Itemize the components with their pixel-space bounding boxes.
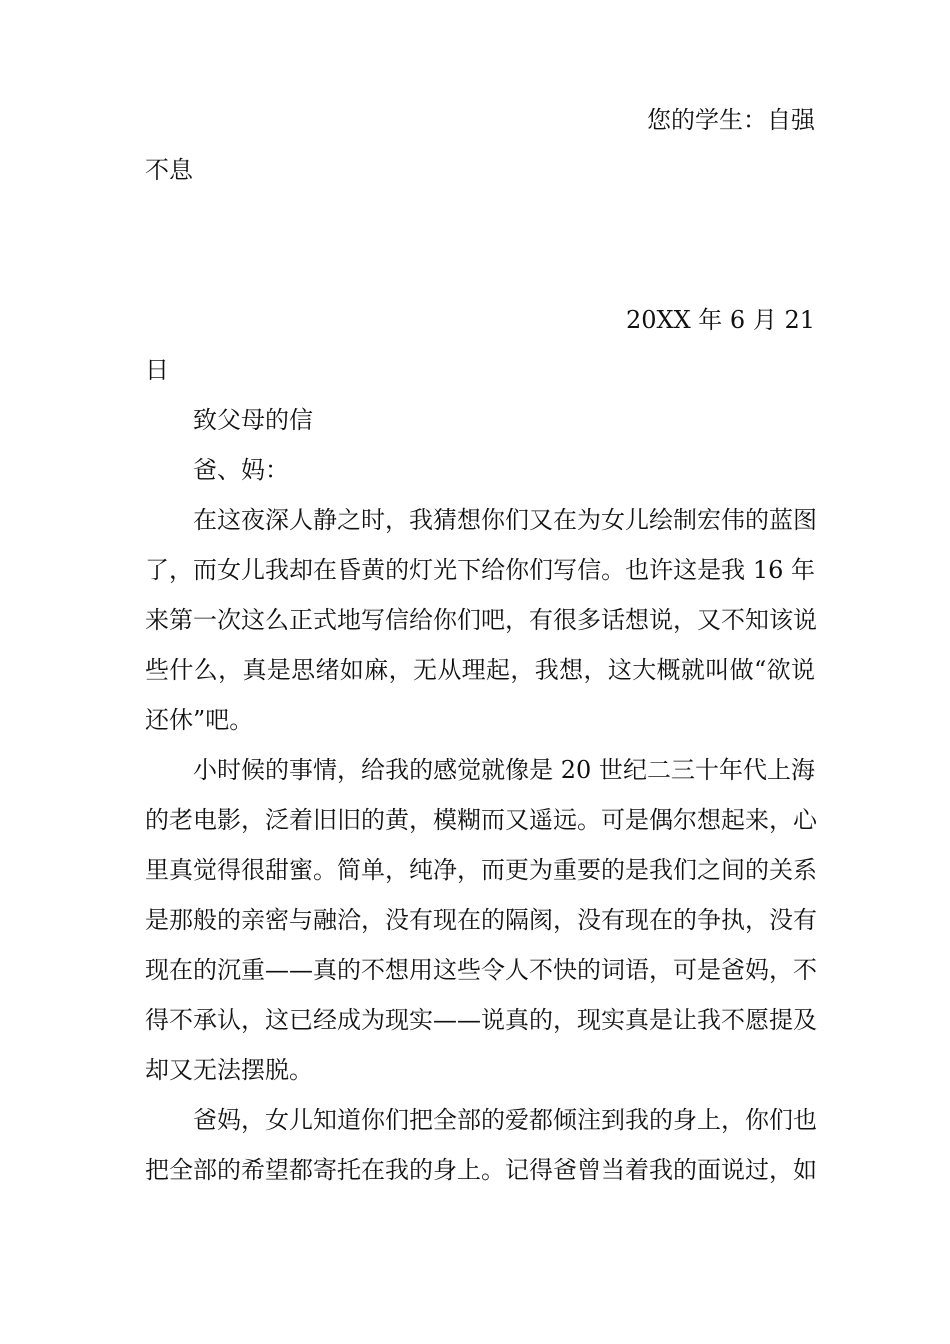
letter-salutation: 爸、妈：: [193, 456, 289, 484]
paragraph-2-line-5: 现在的沉重——真的不想用这些令人不快的词语，可是爸妈，不: [145, 956, 817, 984]
letter-title: 致父母的信: [193, 406, 313, 434]
paragraph-3-line-2: 把全部的希望都寄托在我的身上。记得爸曾当着我的面说过，如: [145, 1156, 817, 1184]
signature-line-1: 您的学生：自强: [647, 106, 815, 134]
paragraph-2-line-6: 得不承认，这已经成为现实——说真的，现实真是让我不愿提及: [145, 1006, 817, 1034]
paragraph-1-line-1: 在这夜深人静之时，我猜想你们又在为女儿绘制宏伟的蓝图: [193, 506, 817, 534]
paragraph-1-line-2: 了，而女儿我却在昏黄的灯光下给你们写信。也许这是我 16 年: [145, 556, 815, 584]
paragraph-2-line-7: 却又无法摆脱。: [145, 1056, 313, 1084]
paragraph-1-line-3: 来第一次这么正式地写信给你们吧，有很多话想说，又不知该说: [145, 606, 817, 634]
paragraph-1-line-5: 还休”吧。: [145, 706, 254, 734]
signature-line-2: 不息: [145, 156, 193, 184]
paragraph-1-line-4: 些什么，真是思绪如麻，无从理起，我想，这大概就叫做“欲说: [145, 656, 815, 684]
paragraph-2-line-2: 的老电影，泛着旧旧的黄，模糊而又遥远。可是偶尔想起来，心: [145, 806, 817, 834]
date-line-2: 日: [145, 356, 169, 384]
paragraph-2-line-3: 里真觉得很甜蜜。简单，纯净，而更为重要的是我们之间的关系: [145, 856, 817, 884]
paragraph-2-line-4: 是那般的亲密与融洽，没有现在的隔阂，没有现在的争执，没有: [145, 906, 817, 934]
paragraph-2-line-1: 小时候的事情，给我的感觉就像是 20 世纪二三十年代上海: [193, 756, 815, 784]
paragraph-3-line-1: 爸妈，女儿知道你们把全部的爱都倾注到我的身上，你们也: [193, 1106, 817, 1134]
date-line-1: 20XX 年 6 月 21: [625, 306, 815, 334]
